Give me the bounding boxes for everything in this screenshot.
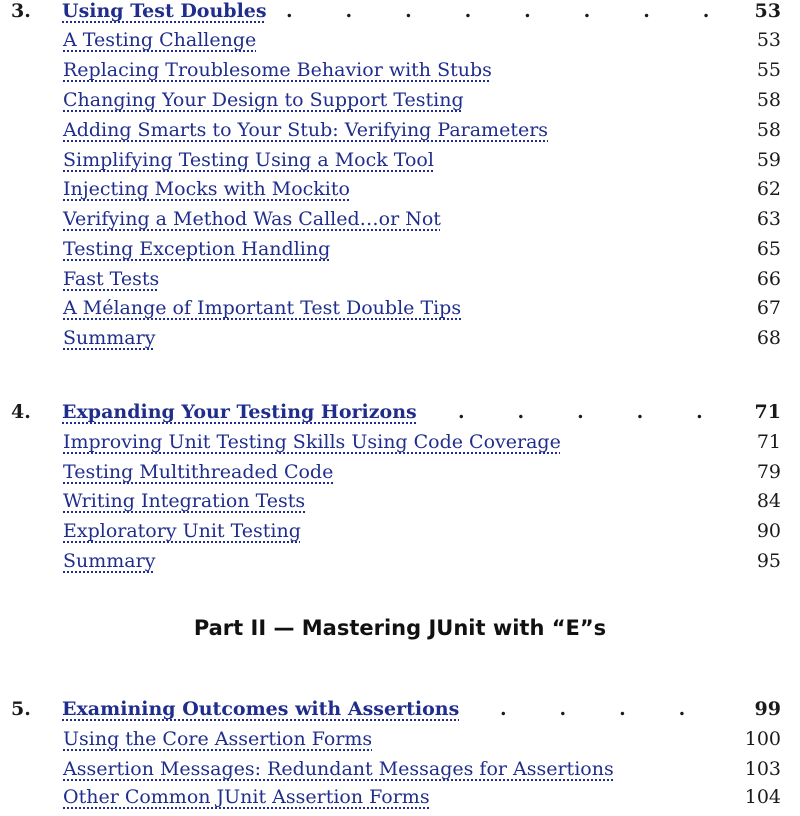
section-row xyxy=(0,520,800,550)
section-row xyxy=(0,208,800,238)
section-page-number: 103 xyxy=(744,758,781,780)
section-page-number: 58 xyxy=(756,119,781,141)
section-page-number: 68 xyxy=(756,327,781,349)
section-row xyxy=(0,297,800,327)
chapter-title-link[interactable]: Expanding Your Testing Horizons xyxy=(62,401,417,423)
section-page-number: 66 xyxy=(756,268,781,290)
chapter-number: 5. xyxy=(11,698,31,720)
section-row xyxy=(0,149,800,179)
section-title-link[interactable]: Writing Integration Tests xyxy=(63,490,306,512)
chapter-number: 4. xyxy=(11,401,31,423)
section-title-link[interactable]: Summary xyxy=(63,550,156,572)
section-title-link[interactable]: Improving Unit Testing Skills Using Code Coverage xyxy=(63,431,561,453)
chapter-title-link[interactable]: Examining Outcomes with Assertions xyxy=(62,698,460,720)
section-title-link[interactable]: Simplifying Testing Using a Mock Tool xyxy=(63,149,434,171)
section-title-link[interactable]: Assertion Messages: Redundant Messages for Assertions xyxy=(63,758,614,780)
section-title-link[interactable]: Replacing Troublesome Behavior with Stubs xyxy=(63,59,492,81)
section-row xyxy=(0,461,800,491)
chapter-title-link[interactable]: Using Test Doubles xyxy=(62,0,267,22)
section-page-number: 79 xyxy=(756,461,781,483)
section-row xyxy=(0,431,800,461)
chapter-row xyxy=(0,698,800,728)
section-title-link[interactable]: Testing Multithreaded Code xyxy=(63,461,334,483)
section-row xyxy=(0,178,800,208)
section-page-number: 71 xyxy=(756,431,781,453)
dot-leaders: . . . . . . . . xyxy=(286,0,710,22)
section-row xyxy=(0,327,800,357)
section-row xyxy=(0,29,800,59)
dot-leaders: . . . . xyxy=(500,698,686,720)
section-page-number: 65 xyxy=(756,238,781,260)
chapter-row xyxy=(0,401,800,431)
section-title-link[interactable]: Exploratory Unit Testing xyxy=(63,520,301,542)
section-title-link[interactable]: Injecting Mocks with Mockito xyxy=(63,178,350,200)
section-row xyxy=(0,786,800,816)
section-page-number: 104 xyxy=(744,786,781,808)
section-row xyxy=(0,238,800,268)
section-row xyxy=(0,89,800,119)
section-page-number: 95 xyxy=(756,550,781,572)
section-title-link[interactable]: Fast Tests xyxy=(63,268,160,290)
section-row xyxy=(0,59,800,89)
section-title-link[interactable]: Summary xyxy=(63,327,156,349)
section-row xyxy=(0,728,800,758)
section-page-number: 55 xyxy=(756,59,781,81)
chapter-page-number: 53 xyxy=(754,0,781,22)
section-row xyxy=(0,758,800,788)
dot-leaders: . . . . . xyxy=(458,401,703,423)
section-page-number: 84 xyxy=(756,490,781,512)
section-page-number: 63 xyxy=(756,208,781,230)
section-title-link[interactable]: Verifying a Method Was Called…or Not xyxy=(63,208,441,230)
section-page-number: 58 xyxy=(756,89,781,111)
chapter-page-number: 99 xyxy=(754,698,781,720)
section-title-link[interactable]: A Testing Challenge xyxy=(63,29,257,51)
section-title-link[interactable]: Adding Smarts to Your Stub: Verifying Parameters xyxy=(63,119,549,141)
section-title-link[interactable]: Testing Exception Handling xyxy=(63,238,331,260)
chapter-page-number: 71 xyxy=(754,401,781,423)
section-title-link[interactable]: A Mélange of Important Test Double Tips xyxy=(63,297,462,319)
section-page-number: 100 xyxy=(744,728,781,750)
section-row xyxy=(0,268,800,298)
section-title-link[interactable]: Changing Your Design to Support Testing xyxy=(63,89,464,111)
part-heading: Part II — Mastering JUnit with “E”s xyxy=(193,616,607,640)
section-title-link[interactable]: Other Common JUnit Assertion Forms xyxy=(63,786,430,808)
section-title-link[interactable]: Using the Core Assertion Forms xyxy=(63,728,373,750)
section-page-number: 53 xyxy=(756,29,781,51)
chapter-row xyxy=(0,0,800,30)
section-page-number: 59 xyxy=(756,149,781,171)
section-row xyxy=(0,550,800,580)
section-page-number: 62 xyxy=(756,178,781,200)
chapter-number: 3. xyxy=(11,0,31,22)
section-page-number: 67 xyxy=(756,297,781,319)
section-row xyxy=(0,490,800,520)
section-page-number: 90 xyxy=(756,520,781,542)
section-row xyxy=(0,119,800,149)
